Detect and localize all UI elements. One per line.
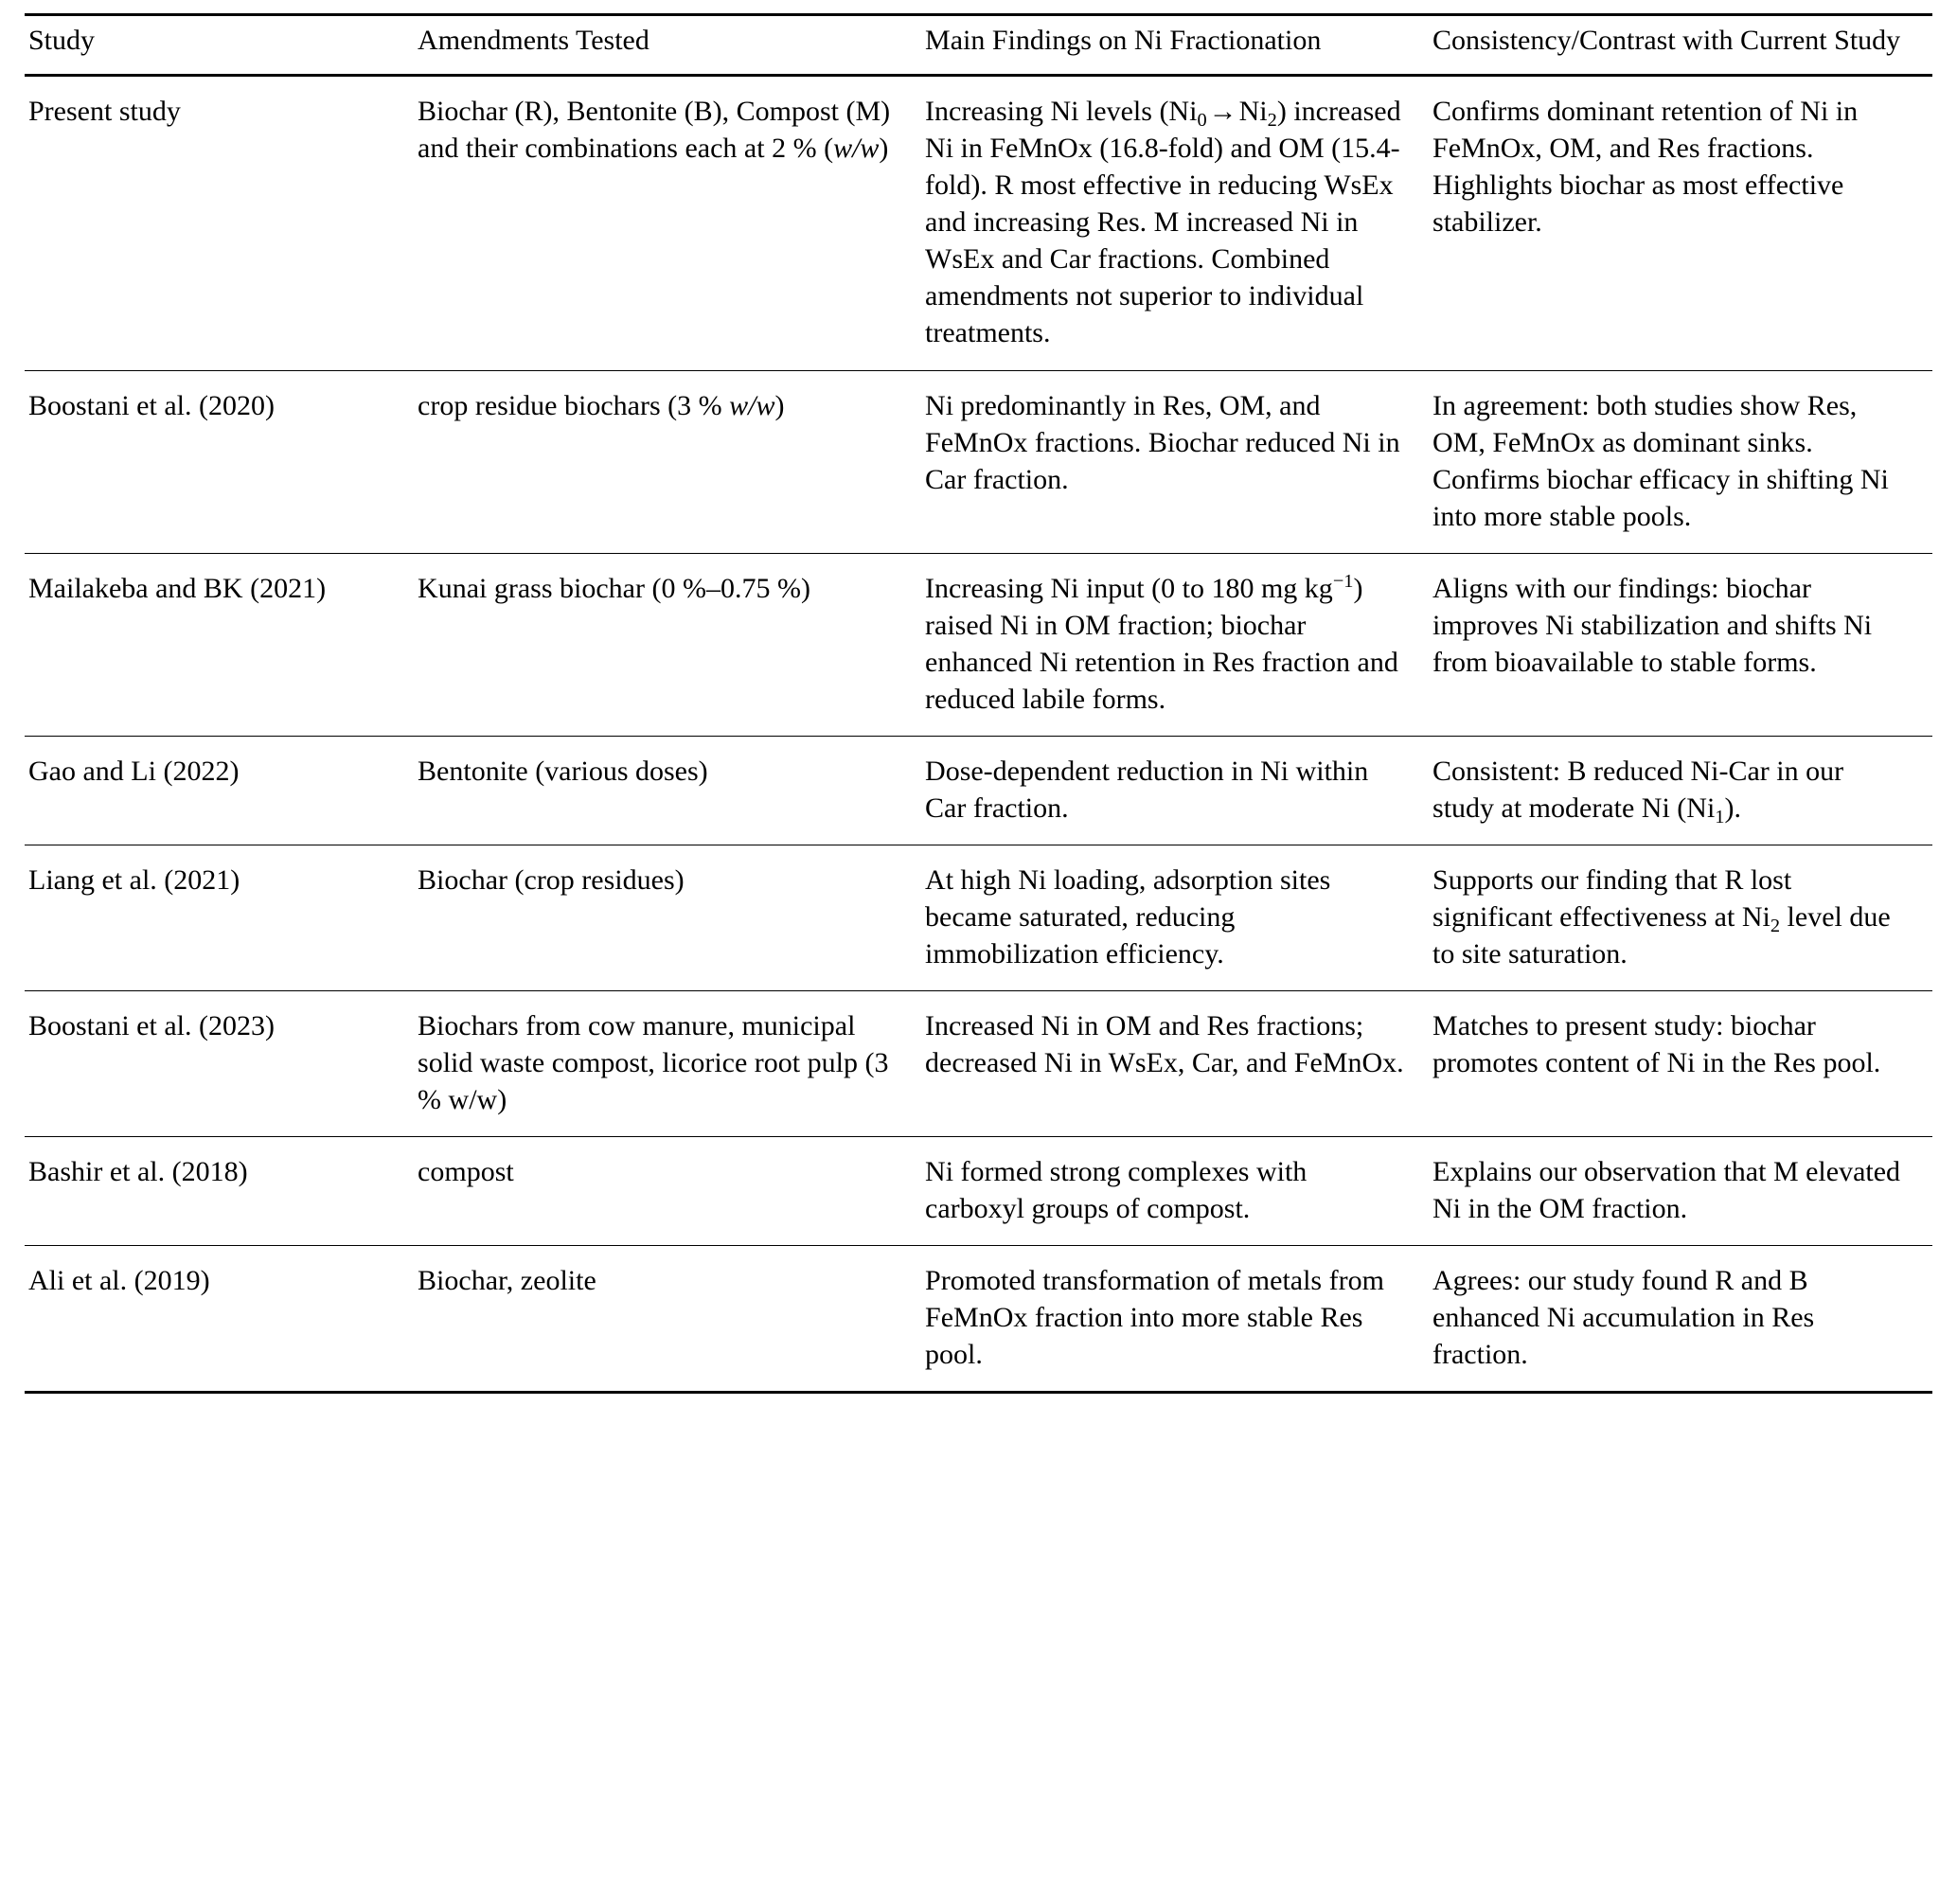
table-row xyxy=(25,845,1932,991)
cell-amendments: compost xyxy=(414,1137,921,1246)
table-row xyxy=(25,554,1932,737)
findings-part-2: ) raised Ni in OM fraction; biochar enhanced Ni retention in Res fraction and reduced labile forms. xyxy=(925,573,1398,715)
cell-findings: Dose-dependent reduction in Ni within Car fraction. xyxy=(921,737,1429,845)
table-row xyxy=(25,1246,1932,1393)
consistency-part-1: Consistent: B reduced Ni-Car in our study at moderate Ni (Ni xyxy=(1432,756,1844,824)
arrow-icon: → xyxy=(1208,96,1237,127)
cell-findings: Promoted transformation of metals from FeMnOx fraction into more stable Res pool. xyxy=(921,1246,1429,1393)
cell-consistency xyxy=(1429,845,1932,991)
table-row xyxy=(25,76,1932,371)
cell-study: Present study xyxy=(25,76,414,371)
cell-amendments: Kunai grass biochar (0 %–0.75 %) xyxy=(414,554,921,737)
table-header xyxy=(25,15,1932,76)
cell-findings: At high Ni loading, adsorption sites became saturated, reducing immobilization efficiency. xyxy=(921,845,1429,991)
column-header-findings: Main Findings on Ni Fractionation xyxy=(921,15,1429,76)
table-row xyxy=(25,991,1932,1137)
cell-study: Mailakeba and BK (2021) xyxy=(25,554,414,737)
findings-part-1: Increasing Ni levels (Ni xyxy=(925,96,1198,127)
findings-superscript: −1 xyxy=(1332,570,1354,592)
cell-consistency xyxy=(1429,737,1932,845)
cell-study: Bashir et al. (2018) xyxy=(25,1137,414,1246)
consistency-part-2: level due to site saturation. xyxy=(1432,901,1891,970)
cell-consistency: Matches to present study: biochar promotes content of Ni in the Res pool. xyxy=(1429,991,1932,1137)
cell-study: Gao and Li (2022) xyxy=(25,737,414,845)
column-header-consistency: Consistency/Contrast with Current Study xyxy=(1429,15,1932,76)
consistency-part-2: ). xyxy=(1724,792,1741,824)
cell-findings xyxy=(921,554,1429,737)
cell-amendments: Biochar (crop residues) xyxy=(414,845,921,991)
findings-subscript-0: 0 xyxy=(1197,110,1207,132)
findings-subscript-2: 2 xyxy=(1267,110,1277,132)
cell-amendments xyxy=(414,76,921,371)
ni-fractionation-comparison-table xyxy=(25,13,1932,1394)
cell-findings: Ni predominantly in Res, OM, and FeMnOx fractions. Biochar reduced Ni in Car fraction. xyxy=(921,371,1429,554)
amendments-text-post: ) xyxy=(879,133,889,164)
amendments-text-italic: w/w xyxy=(833,133,880,164)
amendments-text-post: ) xyxy=(774,390,785,421)
cell-study: Boostani et al. (2020) xyxy=(25,371,414,554)
findings-part-1: Increasing Ni input (0 to 180 mg kg xyxy=(925,573,1333,604)
cell-consistency: In agreement: both studies show Res, OM, FeMnOx as dominant sinks. Confirms biochar efficacy in shifting Ni into more stable pools. xyxy=(1429,371,1932,554)
consistency-part-1: Supports our finding that R lost significant effectiveness at Ni xyxy=(1432,864,1792,933)
column-header-amendments: Amendments Tested xyxy=(414,15,921,76)
amendments-text-italic: w/w xyxy=(729,390,775,421)
consistency-subscript: 1 xyxy=(1715,807,1725,828)
findings-part-3: ) increased Ni in FeMnOx (16.8-fold) and OM (15.4-fold). R most effective in reducing WsEx and increasing Res. M increased Ni in WsEx and Car fractions. Combined amendments not superior to individual treatments. xyxy=(925,96,1401,348)
table-row xyxy=(25,1137,1932,1246)
cell-amendments: Bentonite (various doses) xyxy=(414,737,921,845)
cell-amendments: Biochar, zeolite xyxy=(414,1246,921,1393)
table-row xyxy=(25,737,1932,845)
cell-consistency: Aligns with our findings: biochar improves Ni stabilization and shifts Ni from bioavailable to stable forms. xyxy=(1429,554,1932,737)
amendments-text-pre: crop residue biochars (3 % xyxy=(418,390,730,421)
findings-part-2: Ni xyxy=(1238,96,1268,127)
cell-consistency: Agrees: our study found R and B enhanced Ni accumulation in Res fraction. xyxy=(1429,1246,1932,1393)
amendments-text-pre: Biochar (R), Bentonite (B), Compost (M) and their combinations each at 2 % ( xyxy=(418,96,891,164)
cell-consistency: Explains our observation that M elevated Ni in the OM fraction. xyxy=(1429,1137,1932,1246)
cell-study: Boostani et al. (2023) xyxy=(25,991,414,1137)
column-header-study: Study xyxy=(25,15,414,76)
cell-consistency: Confirms dominant retention of Ni in FeMnOx, OM, and Res fractions. Highlights biochar as most effective stabilizer. xyxy=(1429,76,1932,371)
cell-findings: Increased Ni in OM and Res fractions; decreased Ni in WsEx, Car, and FeMnOx. xyxy=(921,991,1429,1137)
consistency-subscript: 2 xyxy=(1770,916,1781,937)
cell-study: Liang et al. (2021) xyxy=(25,845,414,991)
cell-findings: Ni formed strong complexes with carboxyl groups of compost. xyxy=(921,1137,1429,1246)
table-row xyxy=(25,371,1932,554)
cell-findings xyxy=(921,76,1429,371)
cell-amendments xyxy=(414,371,921,554)
cell-study: Ali et al. (2019) xyxy=(25,1246,414,1393)
cell-amendments: Biochars from cow manure, municipal solid waste compost, licorice root pulp (3 % w/w) xyxy=(414,991,921,1137)
table-body xyxy=(25,76,1932,1393)
table-header-row xyxy=(25,15,1932,76)
